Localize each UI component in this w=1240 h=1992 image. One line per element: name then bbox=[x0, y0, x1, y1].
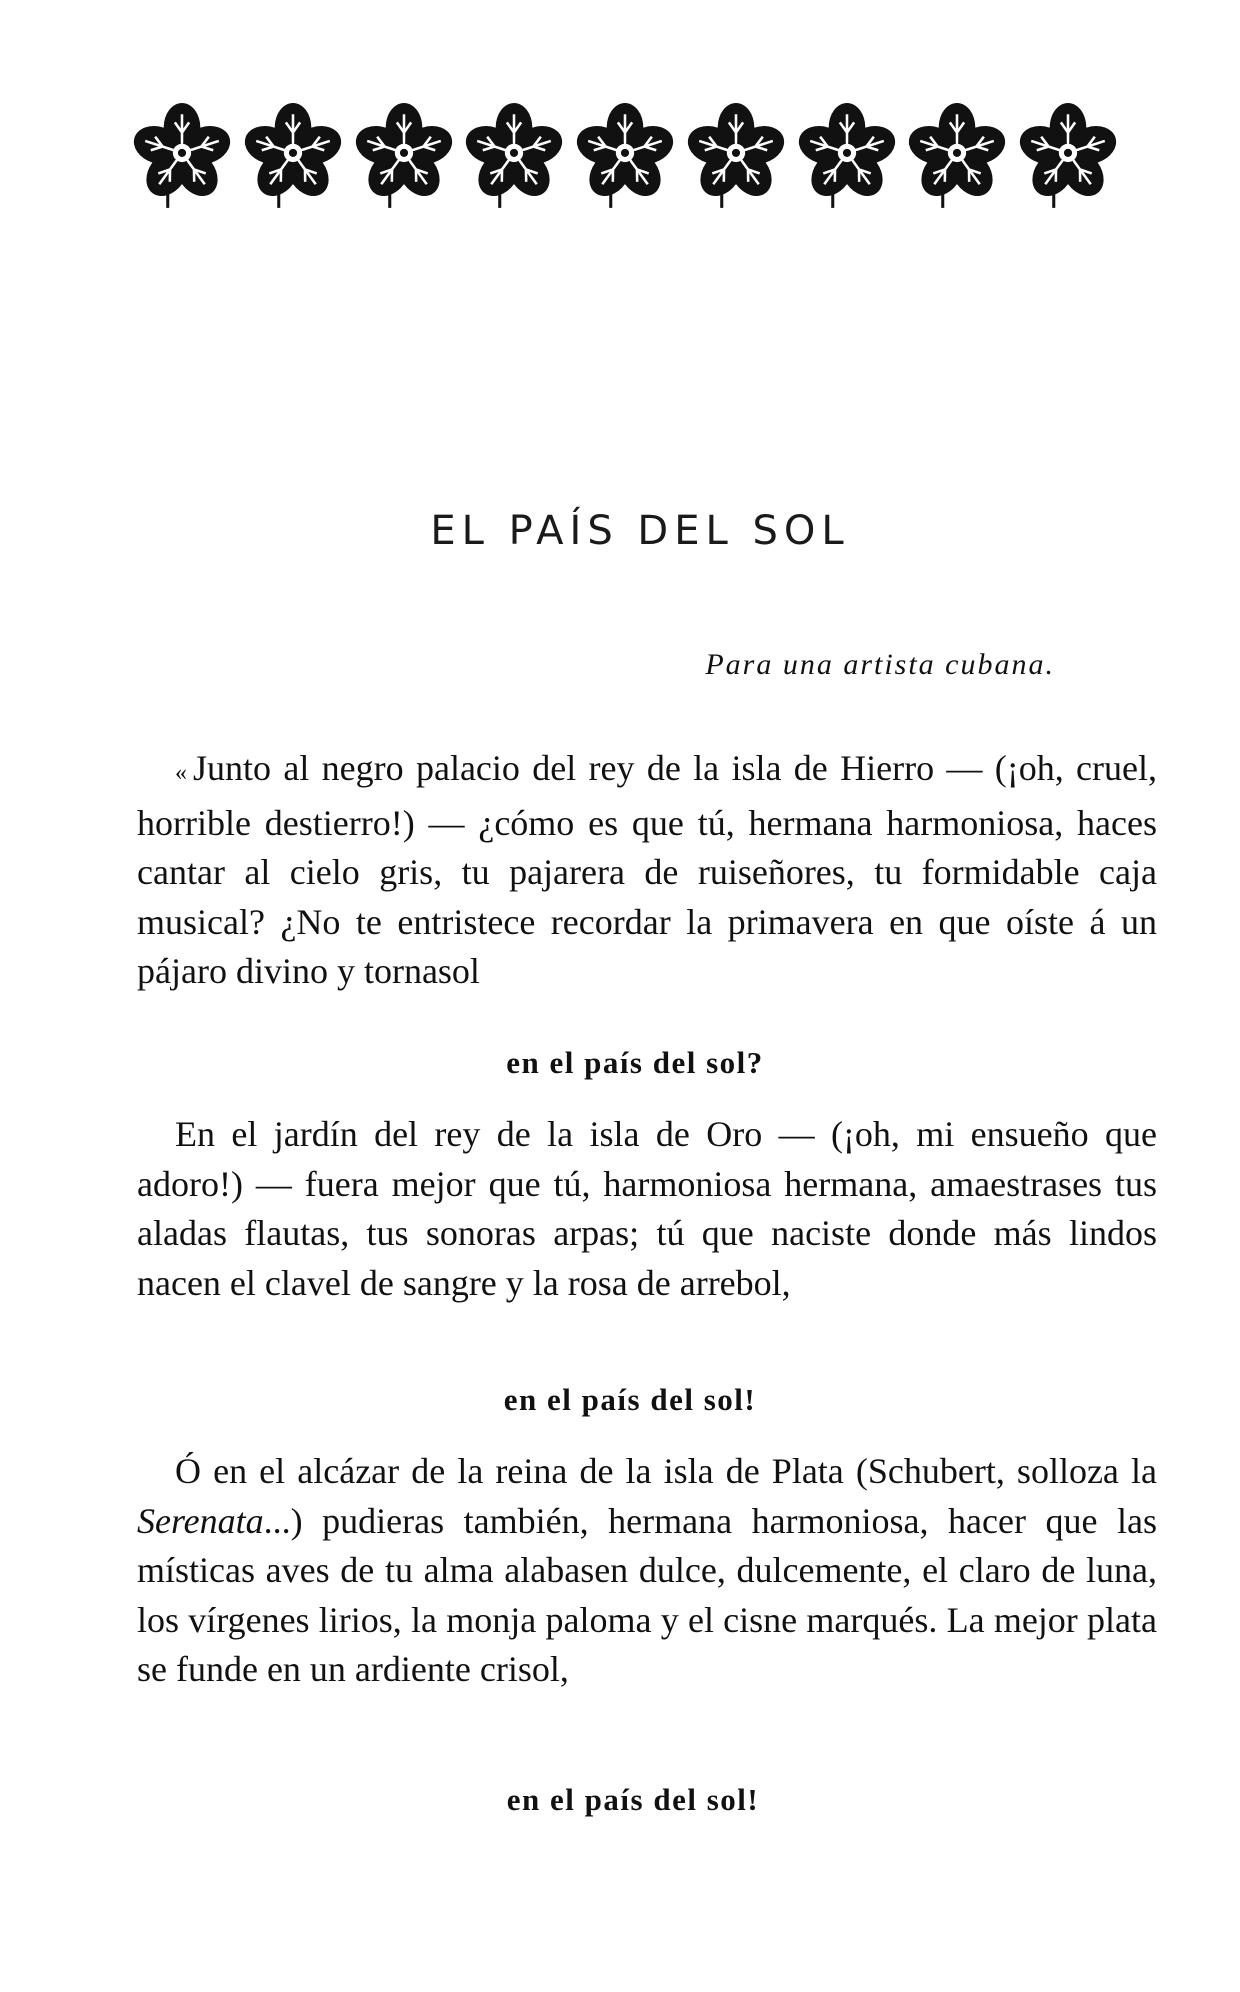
refrain-3: en el país del sol! bbox=[506, 1782, 760, 1817]
flower-ornament-icon bbox=[1016, 102, 1120, 214]
flower-ornament-border bbox=[130, 98, 1120, 218]
flower-ornament-icon bbox=[462, 102, 566, 214]
flower-ornament-icon bbox=[130, 102, 234, 214]
flower-ornament-icon bbox=[573, 102, 677, 214]
paragraph-text: Ó en el alcázar de la reina de la isla de Plata (Schubert, solloza la bbox=[175, 1451, 1157, 1491]
chapter-title: EL PAÍS DEL SOL bbox=[430, 508, 850, 554]
flower-ornament-icon bbox=[241, 102, 345, 214]
flower-ornament-icon bbox=[905, 102, 1009, 214]
refrain-2: en el país del sol! bbox=[503, 1382, 757, 1417]
paragraph-2 bbox=[137, 1110, 1157, 1308]
paragraph-text: En el jardín del rey de la isla de Oro — (¡oh, mi ensueño que adoro!) — fuera mejor que tú, harmoniosa hermana, amaestrases tus aladas flautas, tus sonoras arpas; tú que naciste donde más lindos nacen el clavel de sangre y la rosa de arrebol, bbox=[137, 1114, 1157, 1303]
dedication: Para una artista cubana. bbox=[705, 648, 1055, 681]
flower-ornament-icon bbox=[352, 102, 456, 214]
paragraph-1 bbox=[137, 744, 1157, 997]
paragraph-text: ...) pudieras también, hermana harmoniosa, hacer que las místicas aves de tu alma alabasen dulce, dulcemente, el claro de luna, los vírgenes lirios, la monja paloma y el cisne marqués. La mejor plata se funde en un ardiente crisol, bbox=[137, 1500, 1157, 1689]
work-title: Serenata bbox=[137, 1500, 264, 1541]
refrain-1: en el país del sol? bbox=[506, 1045, 764, 1080]
flower-ornament-icon bbox=[684, 102, 788, 214]
lead-mark: « bbox=[175, 760, 187, 786]
paragraph-text: Junto al negro palacio del rey de la isla de Hierro — (¡oh, cruel, horrible destierro!) — ¿cómo es que tú, hermana harmoniosa, haces cantar al cielo gris, tu pajarera de ruiseñores, tu formidable caja musical? ¿No te entristece recordar la primavera en que oíste á un pájaro divino y tornasol bbox=[137, 748, 1157, 991]
flower-ornament-icon bbox=[795, 102, 899, 214]
paragraph-3 bbox=[137, 1447, 1157, 1695]
